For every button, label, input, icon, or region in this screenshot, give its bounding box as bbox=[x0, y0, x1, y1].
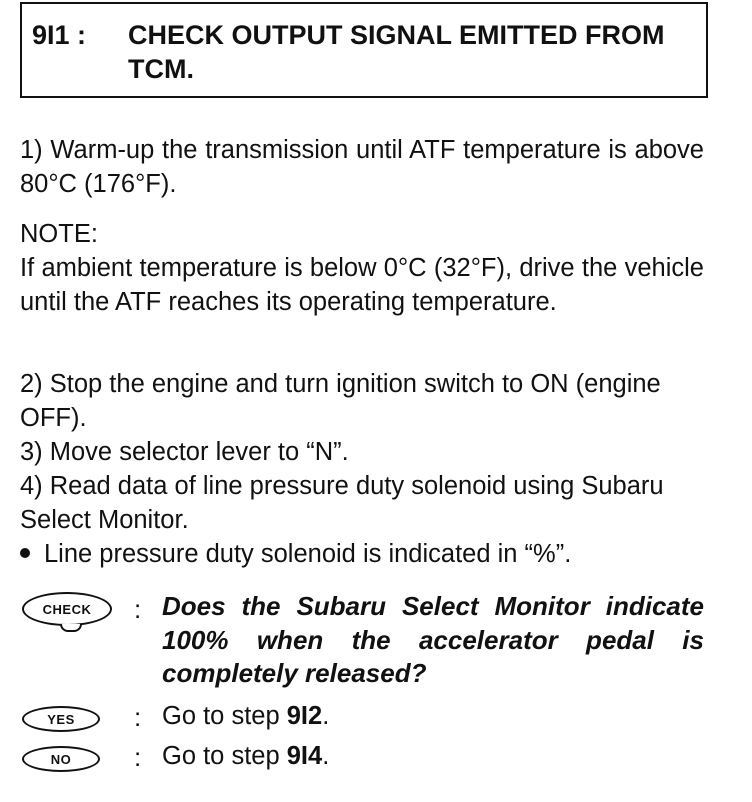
yes-answer bbox=[162, 702, 329, 731]
check-badge-label: CHECK bbox=[42, 601, 92, 617]
no-badge-label: NO bbox=[50, 751, 72, 767]
yes-answer-text: Go to step bbox=[162, 702, 287, 730]
bullet-text: Line pressure duty solenoid is indicated in “%”. bbox=[44, 540, 572, 568]
no-answer-text: Go to step bbox=[162, 742, 287, 770]
yes-badge bbox=[22, 706, 100, 732]
check-question: Does the Subaru Select Monitor indicate 100% when the accelerator pedal is completely released? bbox=[162, 591, 704, 688]
bullet-icon bbox=[20, 548, 30, 558]
no-answer bbox=[162, 742, 329, 771]
yes-colon: : bbox=[134, 702, 142, 732]
note-label: NOTE: bbox=[20, 220, 98, 248]
note-text: If ambient temperature is below 0°C (32°F), drive the vehicle until the ATF reaches its operating temperature. bbox=[20, 254, 704, 316]
step-4-text: 4) Read data of line pressure duty solenoid using Subaru Select Monitor. bbox=[20, 472, 664, 534]
no-colon: : bbox=[134, 742, 142, 772]
bullet-item bbox=[20, 538, 704, 572]
yes-answer-end: . bbox=[322, 702, 330, 730]
step-header bbox=[20, 2, 708, 98]
step-title: CHECK OUTPUT SIGNAL EMITTED FROM TCM. bbox=[128, 20, 665, 84]
step-2-text: 2) Stop the engine and turn ignition switch to ON (engine OFF). bbox=[20, 370, 661, 432]
no-badge bbox=[22, 746, 100, 772]
check-colon: : bbox=[134, 594, 142, 624]
step-1-text: 1) Warm-up the transmission until ATF temperature is above 80°C (176°F). bbox=[20, 136, 704, 198]
yes-step-link[interactable]: 9I2 bbox=[286, 702, 323, 730]
step-3-text: 3) Move selector lever to “N”. bbox=[20, 438, 349, 466]
step-code: 9I1 : bbox=[32, 20, 87, 50]
no-answer-end: . bbox=[322, 742, 330, 770]
no-step-link[interactable]: 9I4 bbox=[286, 742, 323, 770]
yes-badge-label: YES bbox=[47, 711, 75, 727]
check-badge bbox=[22, 592, 112, 626]
